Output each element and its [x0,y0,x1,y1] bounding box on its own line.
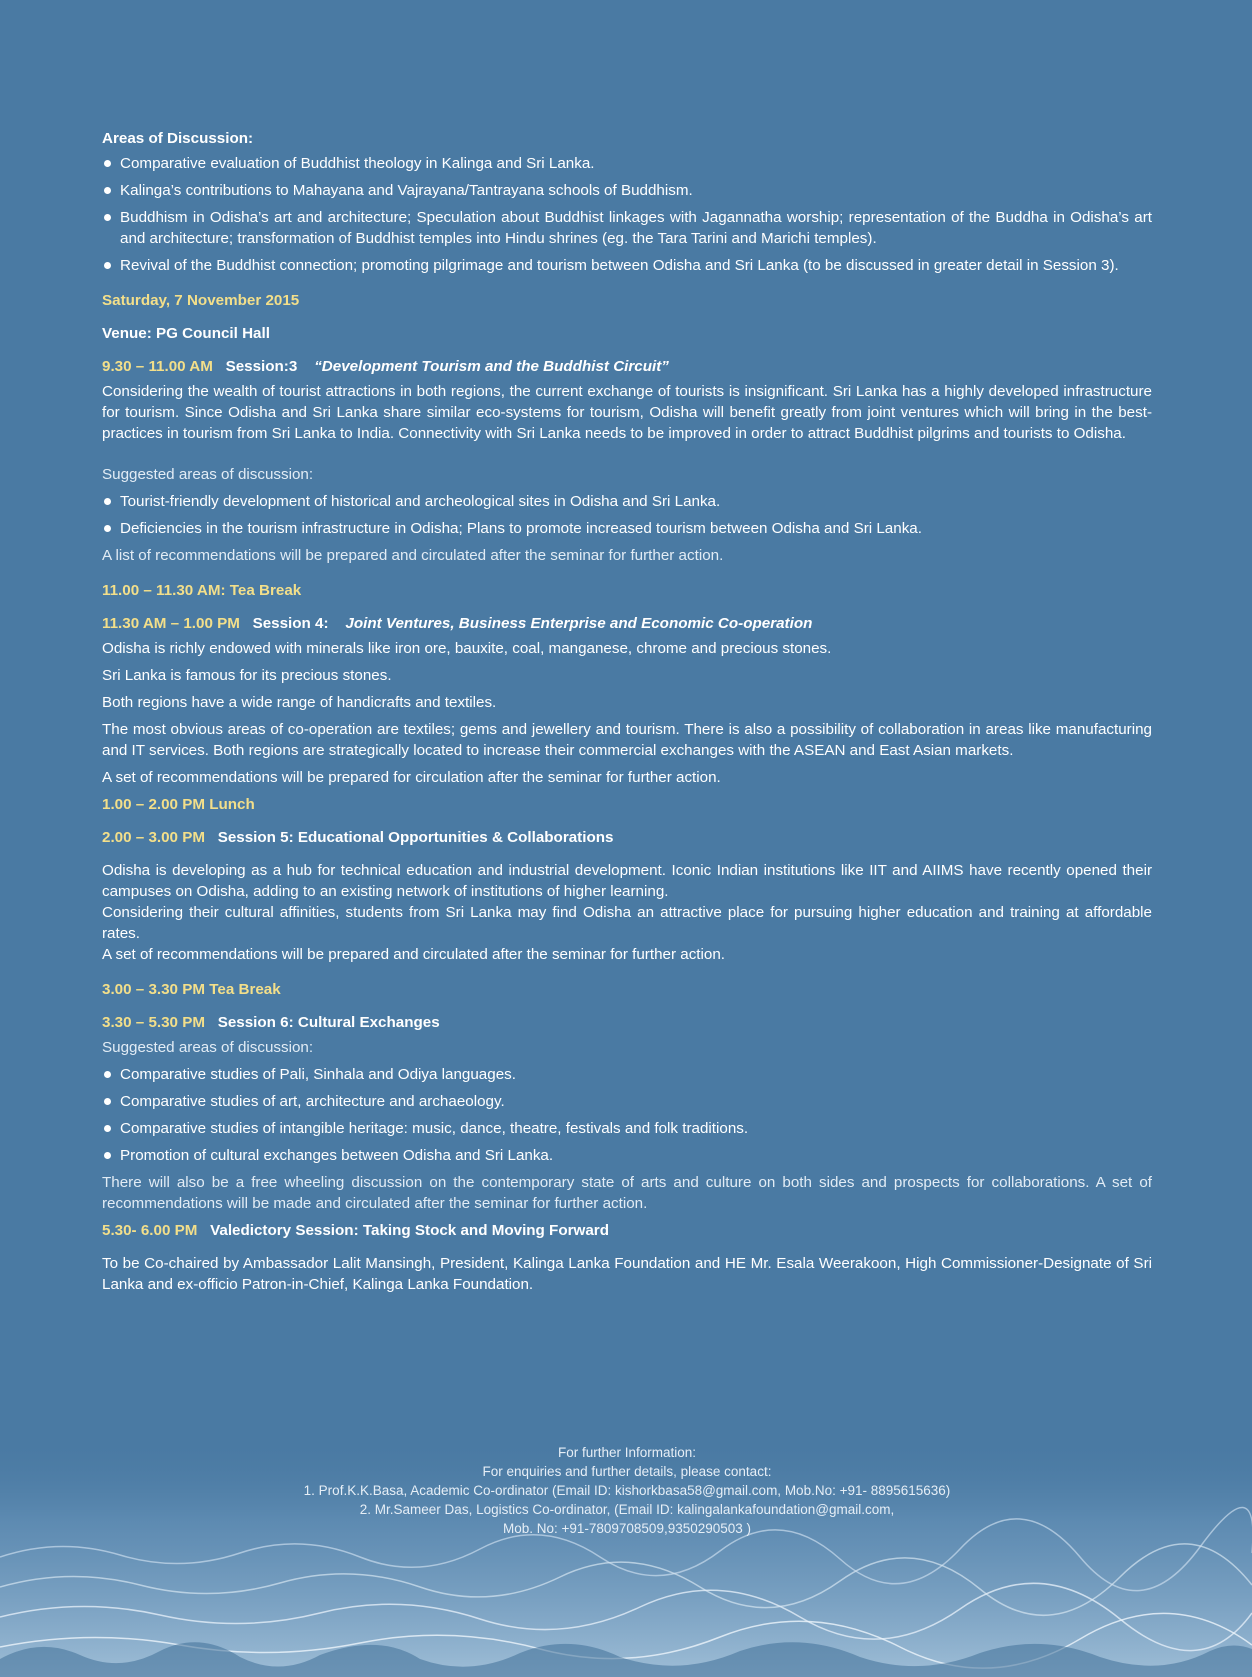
venue: Venue: PG Council Hall [102,325,270,342]
session5-p2: Considering their cultural affinities, students from Sri Lanka may find Odisha an attractive place for pursuing higher education and training at affordable rates. [102,904,1152,942]
session6-time: 3.30 – 5.30 PM [102,1014,206,1031]
session4-heading [102,613,1152,634]
list-item: Buddhism in Odisha’s art and architecture; Speculation about Buddhist linkages with Jagannatha worship; representation of the Buddha in Odisha’s art and architecture; transformation of Buddhist temples into Hindu shrines (eg. the Tara Tarini and Marichi temples). [102,207,1152,249]
tea-break-1: 11.00 – 11.30 AM: Tea Break [102,582,302,599]
session4-p4: The most obvious areas of co-operation are textiles; gems and jewellery and tourism. There is also a possibility of collaboration in areas like manufacturing and IT services. Both regions are strategically located to increase their commercial exchanges with the ASEAN and East Asian markets. [102,721,1152,759]
contact-person-2: 2. Mr.Sameer Das, Logistics Co-ordinator, (Email ID: kalingalankafoundation@gmail.com, [359,1502,895,1517]
session4-p5: A set of recommendations will be prepared for circulation after the seminar for further action. [102,769,721,786]
list-item: Comparative evaluation of Buddhist theology in Kalinga and Sri Lanka. [102,153,1152,174]
session6-note: There will also be a free wheeling discussion on the contemporary state of arts and culture on both sides and prospects for collaborations. A set of recommendations will be made and circulated after the seminar for further action. [102,1174,1152,1212]
list-item: Promotion of cultural exchanges between Odisha and Sri Lanka. [102,1145,1152,1166]
list-item: Tourist-friendly development of historical and archeological sites in Odisha and Sri Lanka. [102,491,1152,512]
session5-title: Session 5: Educational Opportunities & Collaborations [217,829,614,846]
list-item: Comparative studies of Pali, Sinhala and Odiya languages. [102,1064,1152,1085]
session3-note: A list of recommendations will be prepared and circulated after the seminar for further action. [102,547,724,564]
program-content [102,128,1152,1301]
session4-p1: Odisha is richly endowed with minerals like iron ore, bauxite, coal, manganese, chrome and precious stones. [102,640,832,657]
session5-p1: Odisha is developing as a hub for technical education and industrial development. Iconic Indian institutions like IIT and AIIMS have recently opened their campuses on Odisha, adding to an existing network of institutions of higher learning. [102,862,1152,900]
valedictory-time: 5.30- 6.00 PM [102,1222,198,1239]
session5-time: 2.00 – 3.00 PM [102,829,206,846]
session3-title: “Development Tourism and the Buddhist Circuit” [314,358,669,375]
list-item: Revival of the Buddhist connection; promoting pilgrimage and tourism between Odisha and Sri Lanka (to be discussed in greater detail in Session 3). [102,255,1152,276]
day-date: Saturday, 7 November 2015 [102,292,300,309]
session5-p3: A set of recommendations will be prepared and circulated after the seminar for further action. [102,946,726,963]
session3-body: Considering the wealth of tourist attractions in both regions, the current exchange of tourists is insignificant. Sri Lanka has a highly developed infrastructure for tourism. Since Odisha and Sri Lanka share similar eco-systems for tourism, Odisha will benefit greatly from joint ventures which will bring in the best-practices in tourism from Sri Lanka to India. Connectivity with Sri Lanka needs to be improved in order to attract Buddhist pilgrims and tourists to Odisha. [102,383,1152,442]
contact-person-1: 1. Prof.K.K.Basa, Academic Co-ordinator (Email ID: kishorkbasa58@gmail.com, Mob.No: +91- 8895615636) [303,1483,951,1498]
session4-time: 11.30 AM – 1.00 PM [102,615,240,632]
areas-heading: Areas of Discussion: [102,130,254,147]
session3-list [102,491,1152,539]
session6-list [102,1064,1152,1166]
session4-p2: Sri Lanka is famous for its precious stones. [102,667,392,684]
session6-heading [102,1012,1152,1033]
valedictory-heading [102,1220,1152,1241]
session4-p3: Both regions have a wide range of handicrafts and textiles. [102,694,497,711]
tea-break-2: 3.00 – 3.30 PM Tea Break [102,981,281,998]
session5-heading [102,827,1152,848]
contact-person-2-phone: Mob. No: +91-7809708509,9350290503 ) [502,1521,752,1536]
session3-label: Session:3 [225,358,298,375]
contact-heading: For further Information: [557,1445,697,1460]
valedictory-title: Valedictory Session: Taking Stock and Moving Forward [210,1222,609,1239]
session6-title: Session 6: Cultural Exchanges [217,1014,440,1031]
session3-time: 9.30 – 11.00 AM [102,358,213,375]
session4-label: Session 4: [252,615,329,632]
list-item: Comparative studies of art, architecture and archaeology. [102,1091,1152,1112]
valedictory-body: To be Co-chaired by Ambassador Lalit Mansingh, President, Kalinga Lanka Foundation and HE Mr. Esala Weerakoon, High Commissioner-Designate of Sri Lanka and ex-officio Patron-in-Chief, Kalinga Lanka Foundation. [102,1255,1152,1293]
lunch: 1.00 – 2.00 PM Lunch [102,796,255,813]
session3-heading [102,356,1152,377]
session4-title: Joint Ventures, Business Enterprise and Economic Co-operation [345,615,813,632]
list-item: Comparative studies of intangible heritage: music, dance, theatre, festivals and folk traditions. [102,1118,1152,1139]
contact-intro: For enquiries and further details, please contact: [482,1464,772,1479]
list-item: Kalinga’s contributions to Mahayana and Vajrayana/Tantrayana schools of Buddhism. [102,180,1152,201]
areas-list [102,153,1152,276]
list-item: Deficiencies in the tourism infrastructure in Odisha; Plans to promote increased tourism between Odisha and Sri Lanka. [102,518,1152,539]
session6-suggested: Suggested areas of discussion: [102,1039,314,1056]
session3-suggested: Suggested areas of discussion: [102,466,314,483]
contact-info [102,1443,1152,1538]
